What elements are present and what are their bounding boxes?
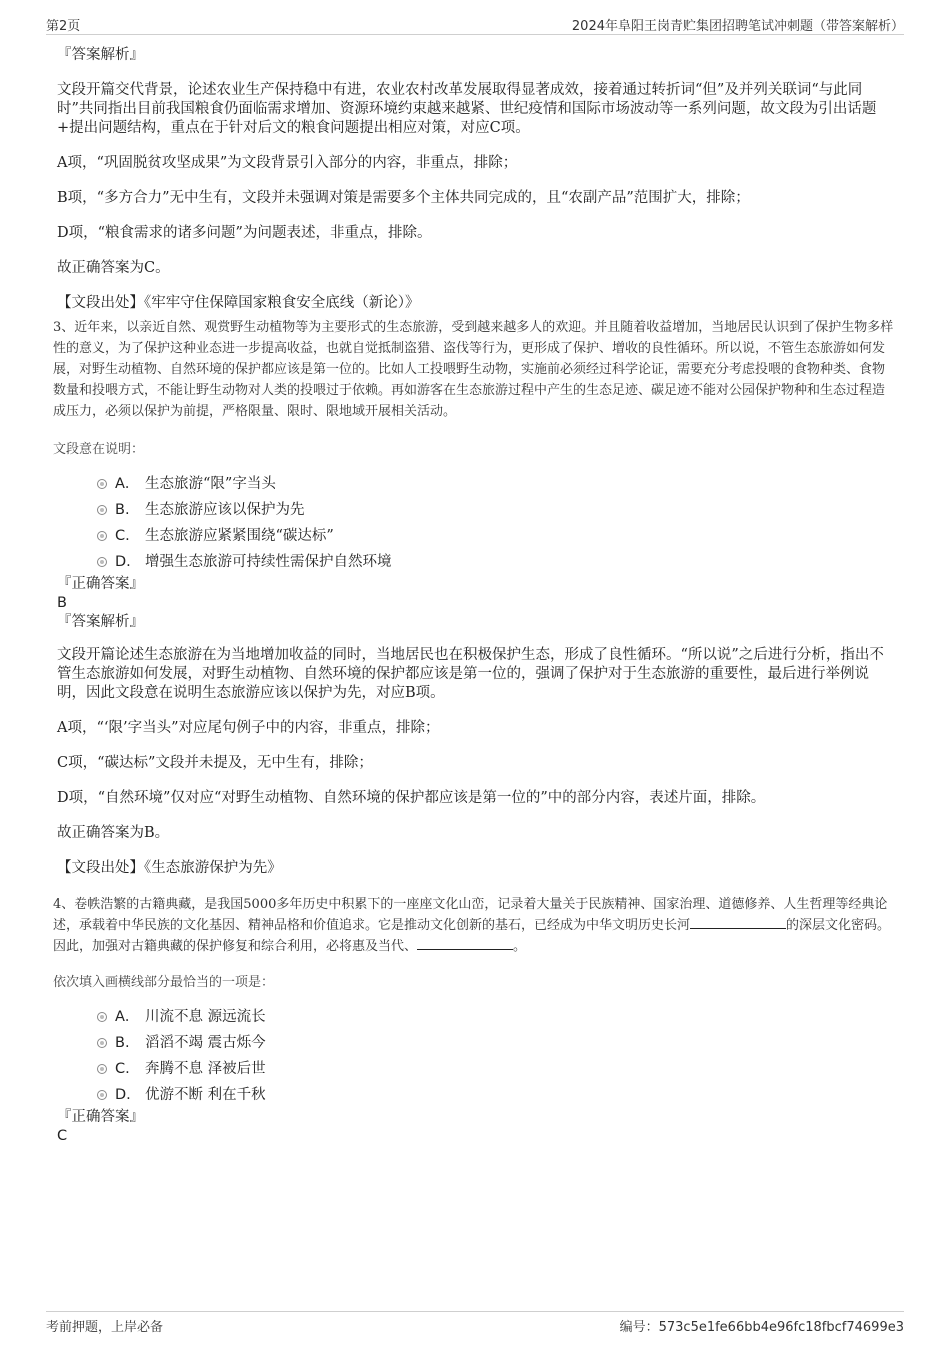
page-content	[53, 46, 897, 1146]
analysis-option-d: D项，“自然环境”仅对应“对野生动植物、自然环境的保护都应该是第一位的”中的部分内容，表述片面，排除。	[57, 790, 766, 806]
option-d[interactable]: D. 增强生态旅游可持续性需保护自然环境	[57, 549, 897, 575]
option-d[interactable]: D. 优游不断 利在千秋	[57, 1082, 897, 1108]
radio-icon[interactable]	[97, 531, 107, 541]
option-a[interactable]: A． 生态旅游“限”字当头	[57, 471, 897, 497]
page-header	[46, 14, 904, 35]
option-c[interactable]: C. 生态旅游应紧紧围绕“碳达标”	[57, 523, 897, 549]
footer-slogan: 考前押题，上岸必备	[46, 1320, 164, 1335]
page-footer	[46, 1311, 904, 1336]
question-4-text: 4、卷帙浩繁的古籍典藏，是我国5000多年历史中积累下的一座座文化山峦，记录着大量关于民族精神、国家治理、道德修养、人生哲理等经典论述，承载着中华民族的文化基因、精神品格和价值追求。它是推动文化创新的基石，已经成为中华文明历史长河 的深层文化密码。因此，加强对古籍典藏的保护修复和综合利用，必将惠及当代、 。	[53, 897, 891, 954]
page-number: 第2页	[46, 19, 81, 34]
radio-icon[interactable]	[97, 1038, 107, 1048]
option-c[interactable]: C. 奔腾不息 泽被后世	[57, 1056, 897, 1082]
question-3-prompt: 文段意在说明：	[53, 442, 145, 457]
analysis-label: 『答案解析』	[57, 47, 144, 63]
analysis-option-c: C项，“碳达标”文段并未提及，无中生有，排除；	[57, 755, 373, 771]
document-title: 2024年阜阳王岗青贮集团招聘笔试冲刺题（带答案解析）	[571, 19, 904, 34]
passage-source: 【文段出处】《生态旅游保护为先》	[57, 860, 282, 876]
correct-answer-label: 『正确答案』	[57, 576, 144, 592]
question-3-options	[57, 471, 897, 575]
analysis-conclusion: 故正确答案为B。	[57, 825, 170, 841]
radio-icon[interactable]	[97, 557, 107, 567]
analysis-option-b: B项，“多方合力”无中生有，文段并未强调对策是需要多个主体共同完成的，且“农副产品”范围扩大，排除；	[57, 190, 750, 206]
radio-icon[interactable]	[97, 1090, 107, 1100]
analysis-option-d: D项，“粮食需求的诸多问题”为问题表述，非重点，排除。	[57, 225, 432, 241]
correct-answer: C	[57, 1128, 68, 1144]
fill-blank-1	[690, 916, 786, 929]
analysis-option-a: A项，“巩固脱贫攻坚成果”为文段背景引入部分的内容，非重点，排除；	[57, 155, 518, 171]
correct-answer-label: 『正确答案』	[57, 1109, 144, 1125]
radio-icon[interactable]	[97, 1064, 107, 1074]
option-a[interactable]: A． 川流不息 源远流长	[57, 1004, 897, 1030]
correct-answer: B	[57, 595, 67, 611]
option-b[interactable]: B. 生态旅游应该以保护为先	[57, 497, 897, 523]
radio-icon[interactable]	[97, 479, 107, 489]
radio-icon[interactable]	[97, 1012, 107, 1022]
option-b[interactable]: B. 滔滔不竭 震古烁今	[57, 1030, 897, 1056]
question-3-text: 3、近年来，以亲近自然、观赏野生动植物等为主要形式的生态旅游，受到越来越多人的欢迎。并且随着收益增加，当地居民认识到了保护生物多样性的意义，为了保护这种业态进一步提高收益，也就自觉抵制盗猎、盗伐等行为，更形成了保护、增收的良性循环。所以说，不管生态旅游如何发展，对野生动植物、自然环境的保护都应该是第一位的。比如人工投喂野生动物，实施前必须经过科学论证，需要充分考虑投喂的食物种类、食物数量和投喂方式，不能让野生动物对人类的投喂过于依赖。再如游客在生态旅游过程中产生的生态足迹、碳足迹不能对公园保护物种和生态过程造成压力，必须以保护为前提，严格限量、限时、限地域开展相关活动。	[53, 320, 894, 419]
document-code: 编号：573c5e1fe66bb4e96fc18fbcf74699e3	[619, 1320, 904, 1335]
question-4-prompt: 依次填入画横线部分最恰当的一项是：	[53, 975, 275, 990]
analysis-conclusion: 故正确答案为C。	[57, 260, 170, 276]
question-4-options	[57, 1004, 897, 1108]
analysis-label: 『答案解析』	[57, 614, 144, 630]
analysis-paragraph: 文段开篇论述生态旅游在为当地增加收益的同时，当地居民也在积极保护生态，形成了良性循环。“所以说”之后进行分析，指出不管生态旅游如何发展，对野生动植物、自然环境的保护都应该是第一位的，强调了保护对于生态旅游的重要性，最后进行举例说明，因此文段意在说明生态旅游应该以保护为先，对应B项。	[57, 647, 884, 701]
radio-icon[interactable]	[97, 505, 107, 515]
fill-blank-2	[417, 937, 513, 950]
analysis-option-a: A项，“‘限’字当头”对应尾句例子中的内容，非重点，排除；	[57, 720, 440, 736]
passage-source: 【文段出处】《牢牢守住保障国家粮食安全底线（新论）》	[57, 295, 420, 311]
analysis-paragraph: 文段开篇交代背景，论述农业生产保持稳中有进，农业农村改革发展取得显著成效，接着通过转折词“但”及并列关联词“与此同时”共同指出目前我国粮食仍面临需求增加、资源环境约束越来越紧、世纪疫情和国际市场波动等一系列问题，故文段为引出话题+提出问题结构，重点在于针对后文的粮食问题提出相应对策，对应C项。	[57, 82, 877, 136]
